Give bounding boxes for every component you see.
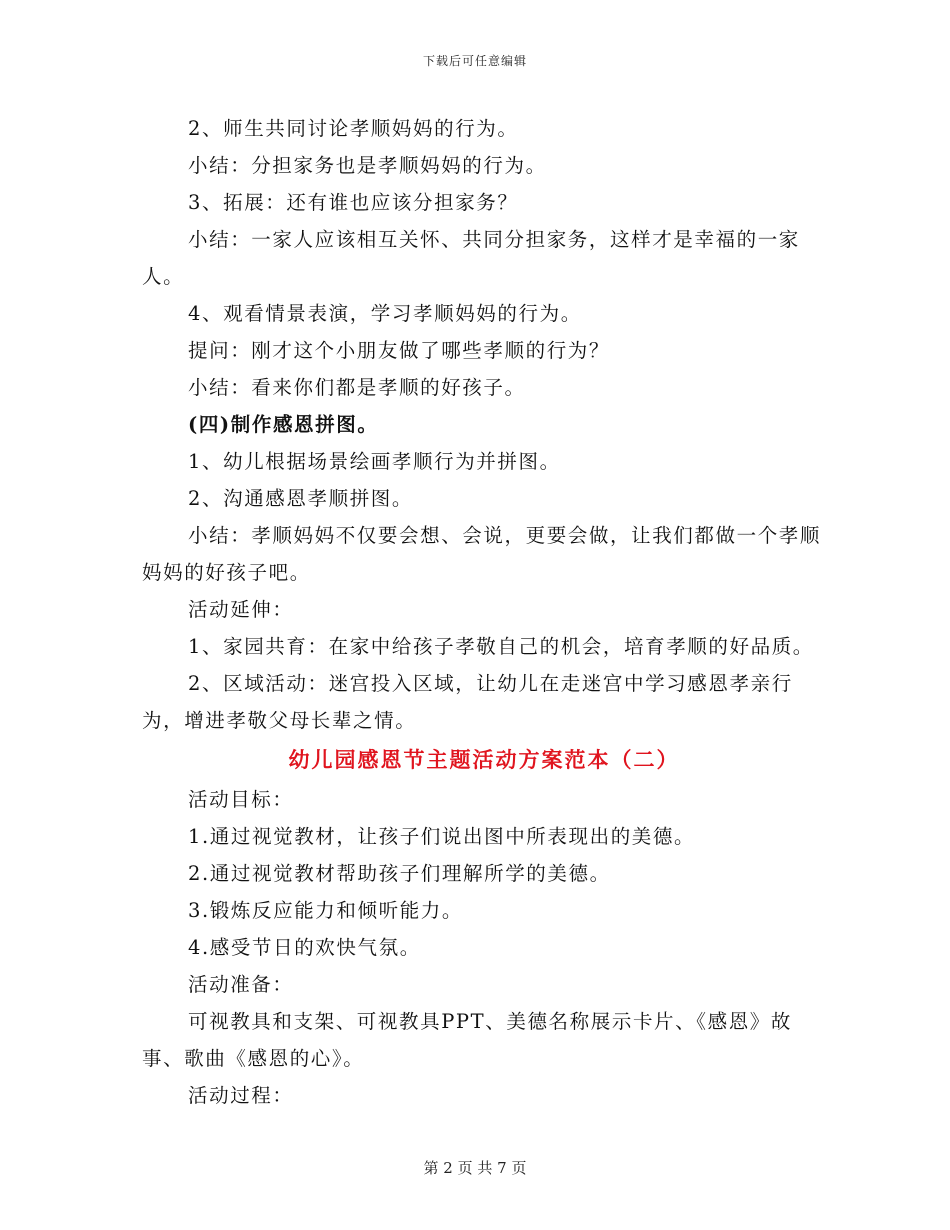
paragraph: 可视教具和支架、可视教具PPT、美德名称展示卡片、《感恩》故事、歌曲《感恩的心》。: [142, 1010, 792, 1070]
paragraph: 小结：孝顺妈妈不仅要会想、会说，更要会做，让我们都做一个孝顺妈妈的好孩子吧。: [142, 524, 822, 584]
document-body: [142, 110, 832, 1114]
paragraph-group-b: [142, 781, 832, 1114]
page-footer-number: 第 2 页 共 7 页: [423, 1159, 527, 1177]
paragraph: 活动延伸：: [188, 598, 294, 621]
paragraph: 3.锻炼反应能力和倾听能力。: [188, 899, 464, 922]
paragraph: 4、观看情景表演，学习孝顺妈妈的行为。: [188, 302, 582, 325]
paragraph: 2、区域活动：迷宫投入区域，让幼儿在走迷宫中学习感恩孝亲行为，增进孝敬父母长辈之情。: [142, 672, 793, 732]
paragraph: 小结：分担家务也是孝顺妈妈的行为。: [188, 154, 547, 177]
paragraph: 提问：刚才这个小朋友做了哪些孝顺的行为？: [188, 339, 611, 362]
paragraph: (四)制作感恩拼图。: [188, 413, 379, 436]
paragraph: 1、幼儿根据场景绘画孝顺行为并拼图。: [188, 450, 561, 473]
paragraph: 活动过程：: [188, 1084, 294, 1107]
paragraph: 3、拓展：还有谁也应该分担家务？: [188, 191, 519, 214]
paragraph: 4.感受节日的欢快气氛。: [188, 936, 421, 959]
paragraph: 活动目标：: [188, 788, 294, 811]
paragraph-group-a: [142, 110, 832, 739]
paragraph: 1、家园共育：在家中给孩子孝敬自己的机会，培育孝顺的好品质。: [188, 635, 814, 658]
section-title: 幼儿园感恩节主题活动方案范本（二）: [288, 747, 680, 772]
paragraph: 2、沟通感恩孝顺拼图。: [188, 487, 414, 510]
paragraph: 2.通过视觉教材帮助孩子们理解所学的美德。: [188, 862, 611, 885]
paragraph: 活动准备：: [188, 973, 294, 996]
paragraph: 2、师生共同讨论孝顺妈妈的行为。: [188, 117, 519, 140]
page-header-note: 下载后可任意编辑: [422, 54, 527, 68]
paragraph: 小结：看来你们都是孝顺的好孩子。: [188, 376, 526, 399]
paragraph: 1.通过视觉教材，让孩子们说出图中所表现出的美德。: [188, 825, 696, 848]
paragraph: 小结：一家人应该相互关怀、共同分担家务，这样才是幸福的一家人。: [142, 228, 800, 288]
